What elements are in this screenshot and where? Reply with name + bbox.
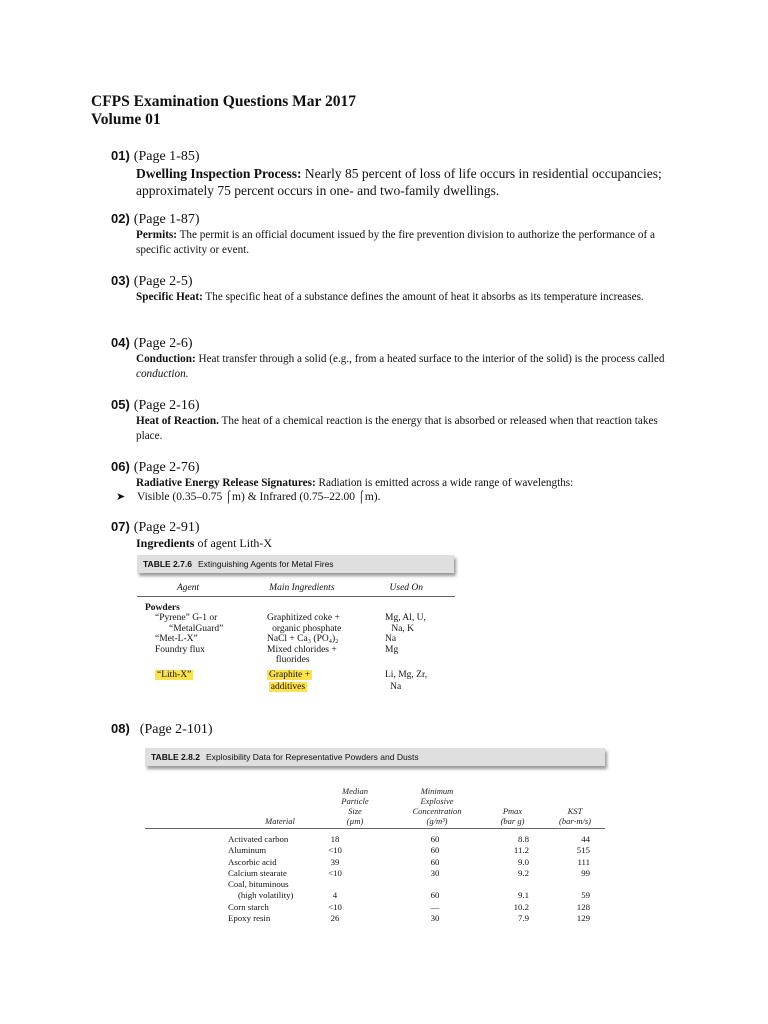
header-line: Concentration (412, 806, 462, 816)
question-number: 01) (111, 148, 130, 163)
question-page-ref: (Page 1-85) (133, 149, 200, 164)
cell-kst: 99 (581, 867, 590, 878)
question-text: The specific heat of a substance defines the amount of heat it absorbs as its temperature increases. (202, 291, 644, 303)
header-agent: Agent (177, 583, 200, 593)
header-material: Material (265, 816, 295, 826)
question-01 (111, 147, 711, 199)
cell-agent: “MetalGuard” (169, 623, 224, 634)
cell-pmax: 9.2 (518, 867, 529, 878)
table-row (145, 857, 605, 868)
header-line: (bar-m/s) (559, 816, 591, 826)
header-line: Size (348, 806, 362, 816)
cell-material: Corn starch (228, 901, 269, 912)
question-number: 07) (111, 519, 130, 534)
cell-concentration: 60 (430, 845, 440, 856)
cell-ingredients: Graphite + (269, 669, 310, 680)
table-row (137, 624, 455, 635)
cell-material: Ascorbic acid (228, 856, 277, 867)
cell-pmax: 7.9 (518, 913, 529, 924)
cell-kst: 515 (576, 845, 590, 856)
cell-agent (137, 655, 262, 666)
cell-used-on: Na, K (391, 623, 415, 634)
header-line: Pmax (502, 806, 523, 816)
cell-agent (137, 682, 259, 693)
question-text: of agent Lith-X (194, 536, 273, 550)
cell-agent: “Lith-X” (157, 669, 192, 680)
table-body (145, 834, 605, 924)
header-line: KST (567, 806, 583, 816)
cell-ingredients: additives (270, 682, 306, 692)
cell-agent: “Pyrene” G-1 or (155, 613, 218, 623)
question-term: Conduction: (136, 353, 196, 365)
table-row (137, 655, 455, 666)
bullet-item (116, 489, 676, 505)
document-title (91, 93, 356, 129)
question-05 (111, 396, 711, 444)
header-line: (µm) (346, 816, 364, 826)
cell-concentration: — (430, 901, 440, 912)
cell-pmax: 9.0 (518, 856, 529, 867)
cell-concentration: 60 (430, 834, 440, 844)
question-page-ref: (Page 2-76) (133, 460, 200, 475)
bullet-text: Visible (0.35–0.75 ⌠m) & Infrared (0.75–22.00 ⌠m). (137, 491, 381, 503)
cell-kst: 44 (581, 834, 590, 844)
question-04 (111, 334, 711, 382)
question-term: Heat of Reaction. (136, 415, 219, 427)
table-row (137, 634, 455, 645)
table-row (145, 845, 605, 856)
table-row (137, 645, 455, 656)
table-section-label: Powders (145, 603, 180, 613)
cell-size: 26 (330, 913, 340, 924)
question-text: The permit is an official document issued by the fire prevention division to authorize the performance of a specific activity or event. (136, 229, 656, 256)
table-caption-number: TABLE 2.7.6 (143, 559, 192, 569)
cell-ingredients: organic phosphate (272, 623, 342, 634)
table-row (145, 890, 605, 901)
table-header (145, 773, 605, 829)
question-term: Radiative Energy Release Signatures: (136, 477, 316, 489)
table-caption-text: Explosibility Data for Representative Powders and Dusts (205, 752, 419, 762)
table-row-highlighted (137, 670, 455, 681)
question-text-italic: conduction. (136, 368, 189, 380)
cell-used-on: Li, Mg, Zr, (385, 669, 428, 680)
cell-kst: 59 (581, 890, 590, 901)
cell-size: <10 (328, 867, 342, 878)
table-caption (145, 748, 605, 766)
cell-agent: Foundry flux (155, 644, 205, 655)
header-min-concentration (397, 786, 477, 826)
cell-concentration: 60 (430, 856, 440, 867)
table-caption-text: Extinguishing Agents for Metal Fires (197, 559, 334, 569)
header-used-on: Used On (389, 583, 424, 593)
table-caption (137, 555, 454, 573)
cell-agent: “Met-L-X” (155, 634, 198, 644)
question-number: 04) (111, 335, 130, 350)
question-term: Ingredients (136, 536, 195, 550)
cell-kst: 111 (577, 856, 590, 867)
table-row (145, 868, 605, 879)
question-term: Specific Heat: (136, 291, 203, 303)
question-page-ref: (Page 2-6) (133, 336, 193, 351)
table-explosibility-data (145, 748, 605, 924)
cell-ingredients: Mixed chlorides + (267, 644, 337, 655)
header-line: Median (342, 786, 368, 796)
question-02 (111, 210, 711, 258)
question-number: 02) (111, 211, 130, 226)
header-line: Explosive (420, 796, 454, 806)
table-row (145, 834, 605, 845)
question-06 (111, 458, 711, 491)
question-text: The heat of a chemical reaction is the energy that is absorbed or released when that reaction takes place. (136, 415, 658, 442)
cell-ingredients: NaCl + Ca₃ (PO₄)₂ (267, 634, 339, 644)
cell-used-on: Mg, Al, U, (385, 613, 426, 623)
title-line-2: Volume 01 (91, 111, 161, 128)
question-text: Heat transfer through a solid (e.g., from a heated surface to the interior of the solid) is the process called (195, 353, 665, 365)
cell-size: <10 (328, 901, 342, 912)
table-row-highlighted (137, 682, 455, 693)
cell-used-on: Na (385, 634, 397, 644)
question-number: 08) (111, 721, 130, 736)
table-row (145, 902, 605, 913)
question-page-ref: (Page 2-5) (133, 274, 193, 289)
cell-material: Epoxy resin (228, 913, 271, 924)
cell-used-on: Na (390, 682, 402, 692)
question-number: 05) (111, 397, 130, 412)
cell-concentration: 30 (430, 867, 440, 878)
header-line: Particle (341, 796, 369, 806)
question-text: Radiation is emitted across a wide range of wavelengths: (315, 477, 574, 489)
header-main-ingredients: Main Ingredients (269, 583, 335, 593)
cell-ingredients: fluorides (275, 655, 310, 665)
question-page-ref: (Page 2-91) (133, 520, 200, 535)
cell-pmax: 11.2 (513, 845, 529, 856)
table-row (137, 613, 455, 624)
cell-size: 4 (332, 890, 338, 901)
question-text: Nearly 85 percent of loss of life occurs in residential occupancies; approximately 75 percent occurs in one- and two-family dwellings. (136, 166, 662, 198)
cell-ingredients: Graphitized coke + (267, 613, 340, 623)
question-page-ref: (Page 1-87) (133, 212, 200, 227)
header-median-size (330, 786, 380, 826)
title-line-1: CFPS Examination Questions Mar 2017 (91, 93, 356, 110)
table-header (137, 573, 455, 597)
cell-material: (high volatility) (238, 890, 294, 901)
question-term: Permits: (136, 229, 177, 241)
question-page-ref: (Page 2-101) (139, 722, 213, 737)
cell-material: Aluminum (228, 845, 267, 856)
cell-pmax: 8.8 (518, 834, 529, 844)
cell-kst: 129 (576, 913, 590, 924)
question-07 (111, 518, 711, 551)
cell-material: Calcium stearate (228, 867, 287, 878)
question-number: 06) (111, 459, 130, 474)
cell-pmax: 9.1 (518, 890, 529, 901)
question-03 (111, 272, 711, 305)
question-page-ref: (Page 2-16) (133, 398, 200, 413)
header-kst (550, 806, 600, 826)
cell-material: Activated carbon (228, 834, 289, 844)
cell-size: <10 (328, 845, 342, 856)
cell-used-on (388, 655, 455, 666)
cell-used-on: Mg (385, 644, 399, 655)
header-pmax (490, 806, 535, 826)
cell-size: 18 (330, 834, 340, 844)
header-line: (bar g) (500, 816, 525, 826)
cell-kst: 128 (576, 901, 590, 912)
question-term: Dwelling Inspection Process: (136, 166, 302, 181)
table-row (145, 913, 605, 924)
arrow-bullet-icon: ➤ (116, 490, 126, 503)
cell-pmax: 10.2 (513, 901, 529, 912)
table-metal-fire-agents (137, 555, 455, 693)
cell-size: 39 (330, 856, 340, 867)
question-number: 03) (111, 273, 130, 288)
cell-concentration: 60 (430, 890, 440, 901)
question-08 (111, 720, 711, 738)
table-caption-number: TABLE 2.8.2 (151, 752, 200, 762)
cell-concentration: 30 (430, 913, 440, 924)
header-line: (g/m³) (426, 816, 448, 826)
table-row (145, 879, 605, 890)
cell-material: Coal, bituminous (228, 879, 289, 890)
header-line: Minimum (420, 786, 454, 796)
